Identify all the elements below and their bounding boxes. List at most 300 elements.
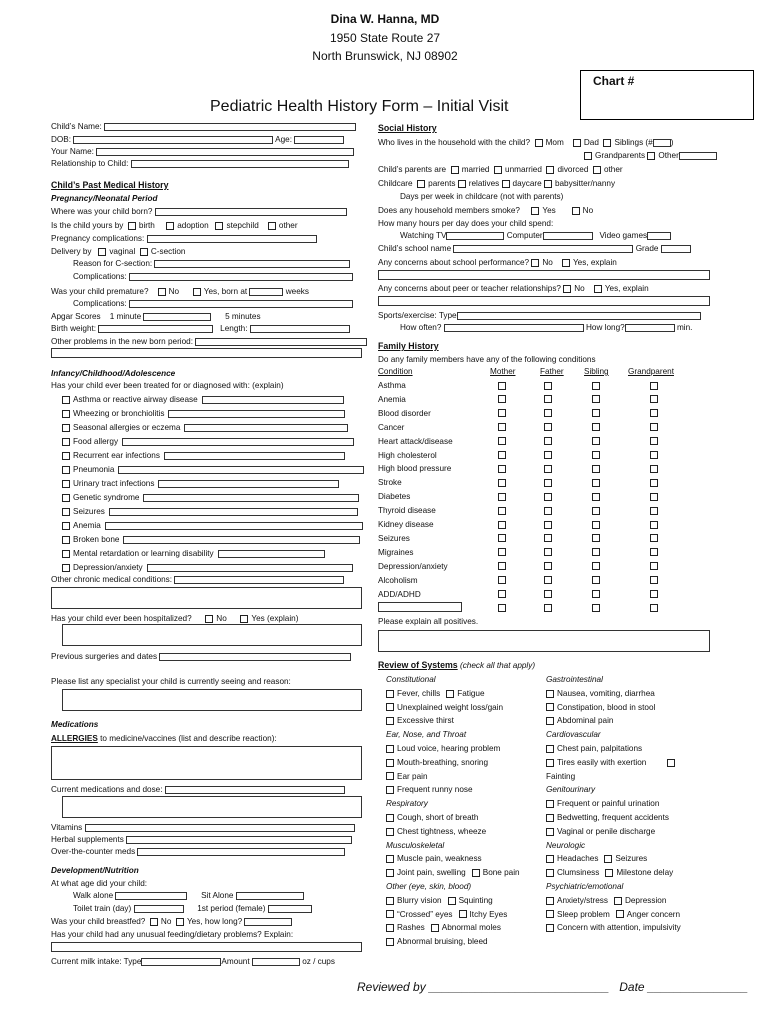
family-checkbox[interactable] (498, 534, 506, 542)
preg-comp-row (51, 233, 317, 244)
family-checkbox[interactable] (544, 465, 552, 473)
stepchild-checkbox[interactable] (215, 222, 223, 230)
family-checkbox[interactable] (650, 423, 658, 431)
condition-explain-field[interactable] (158, 480, 339, 488)
smoke-no-checkbox[interactable] (572, 207, 580, 215)
family-checkbox[interactable] (498, 423, 506, 431)
condition-label: Mental retardation or learning disability (73, 549, 214, 558)
school-field[interactable] (453, 245, 633, 253)
ros-row (386, 743, 500, 754)
relationship-label: Relationship to Child: (51, 159, 129, 168)
hosp-no-checkbox[interactable] (205, 615, 213, 623)
family-checkbox[interactable] (650, 493, 658, 501)
ros-heading: Review of Systems (378, 660, 458, 670)
vaginal-label: vaginal (109, 247, 136, 256)
ros-label: Anger concern (626, 909, 681, 919)
family-checkbox[interactable] (650, 382, 658, 390)
reason-field[interactable] (154, 260, 350, 268)
treated-question: Has your child ever been treated for or diagnosed with: (explain) (51, 381, 284, 390)
premature-label: Was your child premature? (51, 287, 149, 296)
sit-field[interactable] (236, 892, 304, 900)
ros-checkbox[interactable] (472, 869, 480, 877)
smoke-yes-label: Yes (542, 206, 556, 215)
ros-checkbox[interactable] (386, 938, 394, 946)
peer-yes-checkbox[interactable] (594, 285, 602, 293)
ros-row (546, 922, 681, 933)
toilet-row (73, 903, 312, 914)
family-checkbox[interactable] (498, 395, 506, 403)
ros-label: “Crossed” eyes (397, 909, 453, 919)
ros-checkbox[interactable] (386, 814, 394, 822)
ros-label: Genitourinary (546, 785, 596, 795)
ros-checkbox[interactable] (386, 690, 394, 698)
ros-checkbox[interactable] (604, 855, 612, 863)
ros-label: Squinting (458, 895, 493, 905)
family-checkbox[interactable] (498, 409, 506, 417)
family-checkbox[interactable] (650, 548, 658, 556)
condition-label: Wheezing or bronchiolitis (73, 409, 165, 418)
cc-parents-checkbox[interactable] (417, 180, 425, 188)
school-concerns-field[interactable] (378, 270, 710, 280)
smoke-label: Does any household members smoke? (378, 206, 520, 215)
cc-daycare-checkbox[interactable] (502, 180, 510, 188)
family-checkbox[interactable] (592, 590, 600, 598)
family-condition-label: High blood pressure (378, 464, 452, 474)
apgar-1min-label: 1 minute (109, 312, 142, 321)
family-checkbox[interactable] (544, 479, 552, 487)
condition-checkbox[interactable] (62, 494, 70, 502)
mom-checkbox[interactable] (535, 139, 543, 147)
ros-row (546, 812, 669, 823)
current-meds-field-2[interactable] (62, 796, 362, 818)
hosp-yes-checkbox[interactable] (240, 615, 248, 623)
school-no-checkbox[interactable] (531, 259, 539, 267)
family-checkbox[interactable] (498, 507, 506, 515)
family-checkbox[interactable] (592, 423, 600, 431)
family-checkbox[interactable] (498, 437, 506, 445)
feeding-field[interactable] (51, 942, 362, 952)
amount-field[interactable] (252, 958, 300, 966)
sit-label: Sit Alone (201, 891, 234, 900)
cc-babysitter-checkbox[interactable] (544, 180, 552, 188)
ros-label: Muscle pain, weakness (397, 854, 482, 864)
family-checkbox[interactable] (544, 382, 552, 390)
family-checkbox[interactable] (544, 493, 552, 501)
ros-label: Mouth-breathing, snoring (397, 757, 489, 767)
breastfed-no-checkbox[interactable] (150, 918, 158, 926)
family-checkbox[interactable] (498, 548, 506, 556)
condition-checkbox[interactable] (62, 396, 70, 404)
ros-label: Clumsiness (557, 868, 600, 878)
milk-type-field[interactable] (141, 958, 221, 966)
ros-checkbox[interactable] (386, 855, 394, 863)
school-concerns-label: Any concerns about school performance? (378, 258, 530, 267)
born-label: Where was your child born? (51, 207, 153, 216)
married-checkbox[interactable] (451, 166, 459, 174)
allergies-field[interactable] (51, 746, 362, 780)
family-extra-field[interactable] (378, 602, 462, 612)
allergies-question (51, 733, 277, 744)
family-checkbox[interactable] (650, 465, 658, 473)
ros-checkbox[interactable] (546, 759, 554, 767)
ros-label: Fatigue (457, 688, 485, 698)
condition-row (62, 548, 325, 559)
family-checkbox[interactable] (592, 451, 600, 459)
condition-checkbox[interactable] (62, 452, 70, 460)
chart-number-box[interactable] (580, 70, 754, 120)
condition-checkbox[interactable] (62, 536, 70, 544)
ros-checkbox[interactable] (546, 703, 554, 711)
vitamins-label: Vitamins (51, 823, 83, 832)
peer-concerns-field[interactable] (378, 296, 710, 306)
ros-checkbox[interactable] (546, 745, 554, 753)
current-meds-label: Current medications and dose: (51, 785, 163, 794)
hospitalized-row (51, 613, 298, 624)
family-checkbox[interactable] (592, 576, 600, 584)
ros-checkbox[interactable] (546, 800, 554, 808)
your-name-label: Your Name: (51, 147, 94, 156)
relationship-field[interactable] (131, 160, 349, 168)
premature-yes-checkbox[interactable] (193, 288, 201, 296)
family-checkbox[interactable] (498, 479, 506, 487)
grandparents-checkbox[interactable] (584, 152, 592, 160)
family-checkbox[interactable] (498, 590, 506, 598)
school-no-label: No (542, 258, 553, 267)
grandparents-label: Grandparents (595, 151, 646, 160)
family-col-header: Mother (490, 367, 516, 376)
ros-checkbox[interactable] (546, 869, 554, 877)
period-field[interactable] (268, 905, 312, 913)
family-checkbox[interactable] (592, 562, 600, 570)
preg-comp-field[interactable] (147, 235, 317, 243)
specialist-question: Please list any specialist your child is currently seeing and reason: (51, 677, 291, 686)
other-problems-field[interactable] (195, 338, 367, 346)
ros-checkbox[interactable] (546, 897, 554, 905)
condition-row (62, 422, 348, 433)
family-checkbox[interactable] (544, 451, 552, 459)
family-checkbox[interactable] (544, 437, 552, 445)
family-col-header: Sibling (584, 367, 609, 376)
otc-field[interactable] (137, 848, 345, 856)
toilet-field[interactable] (134, 905, 184, 913)
condition-checkbox[interactable] (62, 466, 70, 474)
family-checkbox[interactable] (592, 521, 600, 529)
ros-checkbox[interactable] (386, 910, 394, 918)
family-checkbox[interactable] (592, 465, 600, 473)
condition-explain-field[interactable] (202, 396, 344, 404)
parents-other-label: other (603, 165, 623, 174)
smoke-no-label: No (582, 206, 594, 215)
walk-row (73, 890, 304, 901)
divorced-checkbox[interactable] (546, 166, 554, 174)
condition-explain-field[interactable] (147, 564, 354, 572)
family-checkbox[interactable] (592, 507, 600, 515)
ros-label: Headaches (557, 854, 599, 864)
family-checkbox[interactable] (544, 534, 552, 542)
family-checkbox[interactable] (650, 507, 658, 515)
siblings-checkbox[interactable] (603, 139, 611, 147)
ros-checkbox[interactable] (546, 924, 554, 932)
other-problems-field-2[interactable] (51, 348, 362, 358)
condition-checkbox[interactable] (62, 480, 70, 488)
family-checkbox[interactable] (498, 451, 506, 459)
sports-label: Sports/exercise: Type (378, 311, 457, 320)
oz-label: oz / cups (302, 957, 335, 966)
chronic-field-2[interactable] (51, 587, 362, 609)
ros-checkbox[interactable] (386, 924, 394, 932)
condition-checkbox[interactable] (62, 508, 70, 516)
school-yes-checkbox[interactable] (562, 259, 570, 267)
sports-field[interactable] (457, 312, 701, 320)
weeks-label: weeks (285, 287, 309, 296)
family-checkbox[interactable] (544, 395, 552, 403)
ros-label: Tires easily with exertion (557, 757, 647, 767)
condition-checkbox[interactable] (62, 550, 70, 558)
family-checkbox[interactable] (650, 395, 658, 403)
family-checkbox[interactable] (592, 437, 600, 445)
complications2-label: Complications: (73, 299, 127, 308)
ros-checkbox[interactable] (386, 759, 394, 767)
ros-checkbox[interactable] (605, 869, 613, 877)
family-checkbox[interactable] (592, 409, 600, 417)
condition-explain-field[interactable] (164, 452, 345, 460)
birth-weight-label: Birth weight: (51, 324, 97, 333)
parents-other-checkbox[interactable] (593, 166, 601, 174)
complications-field[interactable] (129, 273, 353, 281)
family-condition-label: Diabetes (378, 492, 411, 502)
childcare-row (378, 178, 615, 189)
positives-field[interactable] (378, 630, 710, 652)
ros-checkbox[interactable] (386, 828, 394, 836)
family-checkbox[interactable] (592, 395, 600, 403)
csection-checkbox[interactable] (140, 248, 148, 256)
family-checkbox[interactable] (544, 590, 552, 598)
hospitalized-explain-field[interactable] (62, 624, 362, 646)
lives-other-checkbox[interactable] (647, 152, 655, 160)
tires-extra-checkbox[interactable] (667, 759, 675, 767)
ros-checkbox[interactable] (386, 897, 394, 905)
peer-no-checkbox[interactable] (563, 285, 571, 293)
family-checkbox[interactable] (650, 409, 658, 417)
ros-row (546, 826, 655, 837)
ros-label: Vaginal or penile discharge (557, 826, 656, 836)
date-label: Date _______________ (619, 980, 749, 994)
ros-row (386, 771, 428, 782)
smoke-yes-checkbox[interactable] (531, 207, 539, 215)
family-checkbox[interactable] (650, 437, 658, 445)
birth-checkbox[interactable] (128, 222, 136, 230)
video-label: Video games (599, 231, 648, 240)
condition-explain-field[interactable] (118, 466, 363, 474)
past-medical-heading: Child’s Past Medical History (51, 180, 169, 190)
allergies-rest: to medicine/vaccines (list and describe reaction): (97, 734, 277, 743)
age-field[interactable] (294, 136, 344, 144)
family-checkbox[interactable] (498, 493, 506, 501)
length-field[interactable] (250, 325, 350, 333)
condition-checkbox[interactable] (62, 438, 70, 446)
condition-explain-field[interactable] (109, 508, 359, 516)
long-label: How long? (585, 323, 625, 332)
birth-weight-field[interactable] (98, 325, 213, 333)
family-checkbox[interactable] (592, 493, 600, 501)
condition-row (62, 562, 353, 573)
family-checkbox[interactable] (650, 451, 658, 459)
weeks-field[interactable] (249, 288, 283, 296)
ros-checkbox[interactable] (448, 897, 456, 905)
cc-relatives-checkbox[interactable] (458, 180, 466, 188)
ros-checkbox[interactable] (446, 690, 454, 698)
family-checkbox[interactable] (498, 465, 506, 473)
ros-checkbox[interactable] (546, 910, 554, 918)
condition-row (62, 394, 344, 405)
ros-label: Sleep problem (557, 909, 610, 919)
ros-checkbox[interactable] (546, 828, 554, 836)
ros-checkbox[interactable] (386, 772, 394, 780)
family-checkbox[interactable] (544, 409, 552, 417)
family-checkbox[interactable] (592, 479, 600, 487)
sports-row (378, 310, 701, 321)
family-checkbox[interactable] (544, 507, 552, 515)
vitamins-field[interactable] (85, 824, 355, 832)
family-checkbox[interactable] (498, 521, 506, 529)
ros-checkbox[interactable] (459, 910, 467, 918)
breastfed-field[interactable] (244, 918, 292, 926)
chart-label: Chart # (593, 74, 635, 88)
family-question: Do any family members have any of the following conditions (378, 355, 596, 364)
born-field[interactable] (155, 208, 347, 216)
family-checkbox[interactable] (592, 548, 600, 556)
hours-question: How many hours per day does your child spend: (378, 219, 554, 228)
current-meds-field[interactable] (165, 786, 345, 794)
family-checkbox[interactable] (650, 562, 658, 570)
ros-checkbox[interactable] (386, 869, 394, 877)
condition-label: Genetic syndrome (73, 493, 140, 502)
dob-label: DOB: (51, 135, 72, 144)
your-name-field[interactable] (96, 148, 354, 156)
family-checkbox[interactable] (544, 521, 552, 529)
family-checkbox[interactable] (544, 423, 552, 431)
ros-label: Constipation, blood in stool (557, 702, 656, 712)
condition-explain-field[interactable] (218, 550, 326, 558)
family-checkbox[interactable] (650, 534, 658, 542)
family-condition-label: Blood disorder (378, 408, 431, 418)
family-checkbox[interactable] (650, 479, 658, 487)
chronic-field[interactable] (174, 576, 344, 584)
ros-checkbox[interactable] (616, 910, 624, 918)
family-checkbox[interactable] (544, 562, 552, 570)
condition-checkbox[interactable] (62, 564, 70, 572)
family-checkbox[interactable] (544, 548, 552, 556)
birth-weight-row (51, 323, 350, 334)
condition-checkbox[interactable] (62, 410, 70, 418)
family-checkbox[interactable] (544, 604, 552, 612)
condition-explain-field[interactable] (143, 494, 358, 502)
ros-checkbox[interactable] (431, 924, 439, 932)
walk-field[interactable] (115, 892, 187, 900)
herbal-field[interactable] (126, 836, 352, 844)
condition-row (62, 450, 345, 461)
screen-time-row (400, 230, 671, 241)
family-checkbox[interactable] (498, 576, 506, 584)
video-field[interactable] (647, 232, 671, 240)
premature-no-checkbox[interactable] (158, 288, 166, 296)
child-name-field[interactable] (104, 123, 356, 131)
long-field[interactable] (625, 324, 675, 332)
family-checkbox[interactable] (592, 534, 600, 542)
ros-checkbox[interactable] (546, 690, 554, 698)
ros-checkbox[interactable] (546, 855, 554, 863)
ros-label: Abdominal pain (557, 716, 614, 726)
vaginal-checkbox[interactable] (98, 248, 106, 256)
adoption-checkbox[interactable] (166, 222, 174, 230)
lives-other-field[interactable] (679, 152, 717, 160)
grade-field[interactable] (661, 245, 691, 253)
ros-checkbox[interactable] (386, 717, 394, 725)
computer-field[interactable] (543, 232, 593, 240)
condition-explain-field[interactable] (123, 536, 360, 544)
days-row (400, 191, 563, 202)
condition-explain-field[interactable] (122, 438, 354, 446)
specialist-field[interactable] (62, 689, 362, 711)
ros-checkbox[interactable] (386, 703, 394, 711)
family-checkbox[interactable] (498, 562, 506, 570)
complications2-field[interactable] (129, 300, 353, 308)
peer-concerns-row (378, 283, 649, 294)
family-checkbox[interactable] (544, 576, 552, 584)
surgeries-field[interactable] (159, 653, 351, 661)
ros-checkbox[interactable] (386, 786, 394, 794)
ros-checkbox[interactable] (614, 897, 622, 905)
birth-label: birth (138, 221, 155, 230)
family-checkbox[interactable] (592, 382, 600, 390)
family-checkbox[interactable] (650, 521, 658, 529)
family-checkbox[interactable] (650, 590, 658, 598)
dob-field[interactable] (73, 136, 273, 144)
condition-checkbox[interactable] (62, 522, 70, 530)
ros-label: Bedwetting, frequent accidents (557, 813, 669, 822)
ros-checkbox[interactable] (386, 745, 394, 753)
ros-checkbox[interactable] (546, 717, 554, 725)
family-checkbox[interactable] (650, 604, 658, 612)
peer-yes-label: Yes, explain (604, 284, 649, 293)
condition-explain-field[interactable] (168, 410, 345, 418)
length-label: Length: (220, 324, 248, 333)
tv-field[interactable] (446, 232, 504, 240)
apgar-1min-field[interactable] (143, 313, 211, 321)
ros-row (546, 743, 642, 754)
cc-relatives-label: relatives (468, 179, 500, 188)
breastfed-yes-checkbox[interactable] (176, 918, 184, 926)
complications2-row (73, 298, 353, 309)
condition-checkbox[interactable] (62, 424, 70, 432)
ros-checkbox[interactable] (546, 814, 554, 822)
unmarried-checkbox[interactable] (494, 166, 502, 174)
siblings-count-field[interactable] (653, 139, 671, 147)
cc-parents-label: parents (428, 179, 456, 188)
other-checkbox[interactable] (268, 222, 276, 230)
family-condition-label: Migraines (378, 547, 414, 557)
family-checkbox[interactable] (498, 604, 506, 612)
dad-checkbox[interactable] (573, 139, 581, 147)
family-checkbox[interactable] (592, 604, 600, 612)
condition-explain-field[interactable] (105, 522, 363, 530)
surgeries-row (51, 651, 351, 662)
school-yes-label: Yes, explain (572, 258, 617, 267)
family-checkbox[interactable] (498, 382, 506, 390)
condition-explain-field[interactable] (184, 424, 348, 432)
family-checkbox[interactable] (650, 576, 658, 584)
often-field[interactable] (444, 324, 584, 332)
